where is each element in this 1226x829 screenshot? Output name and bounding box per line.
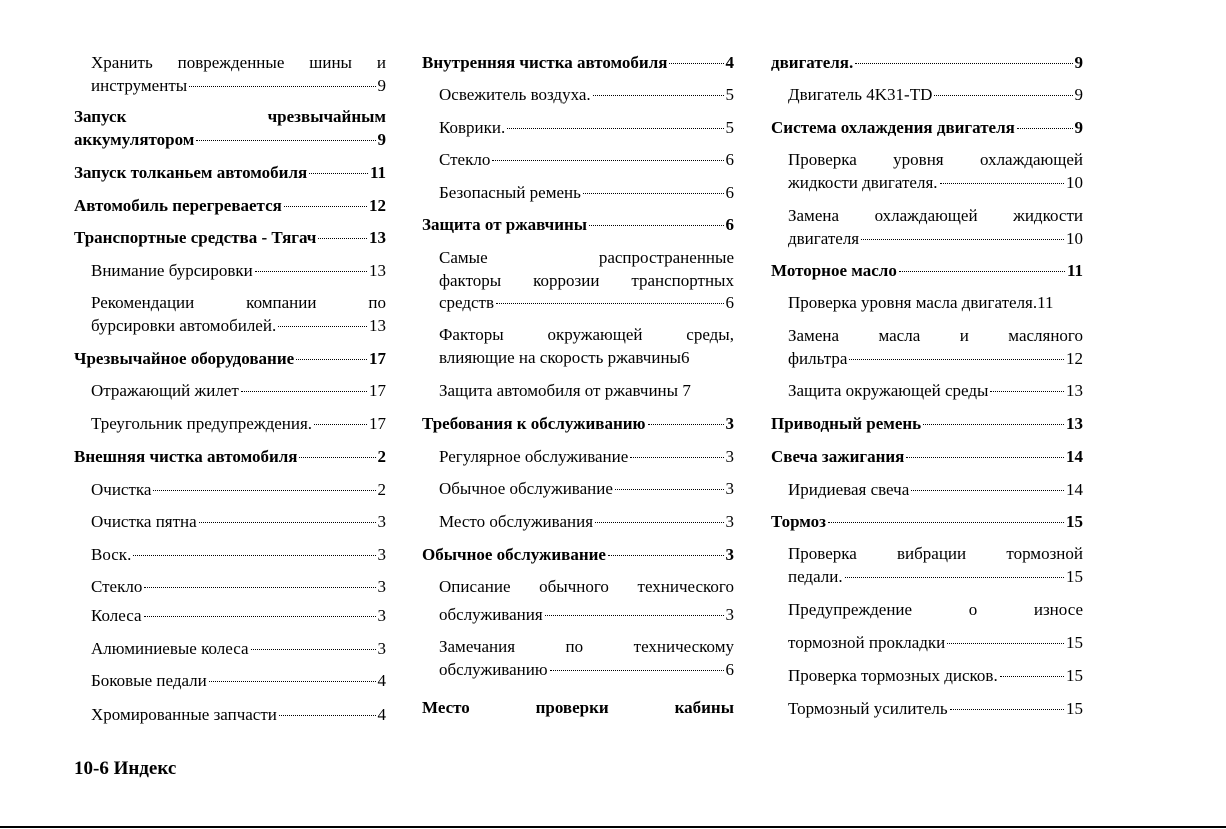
index-entry-line [439,511,734,534]
entry-title: Очистка пятна [91,512,197,531]
dot-leader [950,709,1064,710]
index-entry [439,478,734,501]
entry-title: средств [439,293,495,312]
index-heading [771,446,1083,469]
dot-leader [507,128,723,129]
index-entry [439,117,734,140]
page-number: 3 [725,414,734,433]
entry-title: обслуживания [439,605,543,624]
dot-leader [496,303,723,304]
index-entry [439,576,734,627]
dot-leader [615,489,724,490]
page-number: 3 [725,447,734,466]
page-number: 5 [725,118,734,137]
page-number: 3 [725,479,734,498]
index-entry-line: Место проверки кабины [422,698,734,717]
index-entry-line: Запуск чрезвычайным [74,107,386,126]
dot-leader [845,577,1064,578]
index-entry-line: Замена масла и масляного [788,326,1083,345]
entry-title: двигателя [788,228,860,248]
entry-title: Место обслуживания [439,512,594,531]
index-entry-line [422,214,734,237]
dot-leader [589,225,723,226]
page-number: 17 [369,349,386,368]
page-number: 15 [1066,633,1083,652]
index-entry-line [771,260,1083,283]
index-entry [788,205,1083,250]
index-heading [74,348,386,371]
entry-title: Иридиевая свеча [788,480,910,499]
index-entry-line [439,604,734,627]
index-entry [439,324,734,369]
index-entry [91,52,386,97]
index-entry-line [771,52,1083,75]
index-heading [422,214,734,237]
dot-leader [934,95,1072,96]
index-entry-line [91,413,386,436]
entry-title: обслуживанию [439,659,548,679]
page-number: 15 [1066,666,1083,685]
page-number: 10 [1066,172,1083,192]
page-number: 11 [1066,261,1083,280]
index-entry [439,380,734,403]
entry-title: тормозной прокладки [788,633,946,652]
entry-title: Защита от ржавчины [422,215,588,234]
index-entry [788,149,1083,194]
dot-leader [196,140,375,141]
page-number: 3 [377,639,386,658]
dot-leader [199,522,376,523]
dot-leader [923,424,1064,425]
page-number: 3 [725,605,734,624]
entry-title: Защита окружающей среды [788,381,989,400]
index-entry-line [788,632,1083,655]
dot-leader [899,271,1065,272]
entry-title: Запуск толканьем автомобиля [74,163,308,182]
index-heading [771,413,1083,436]
page-number: 3 [377,577,386,596]
entry-title: Освежитель воздуха. [439,85,591,104]
index-entry-line [422,413,734,436]
index-heading [771,117,1083,140]
index-entry-line: Проверка вибрации тормозной [788,544,1083,563]
dot-leader [911,490,1064,491]
page-number: 13 [1066,381,1083,400]
dot-leader [940,183,1064,184]
index-entry-line [422,52,734,75]
index-entry [439,182,734,205]
page-number: 11 [369,163,386,182]
entry-title: Боковые педали [91,671,207,690]
page-number: 13 [369,228,386,247]
page-number: 13 [1066,414,1083,433]
entry-title: Чрезвычайное оборудование [74,349,295,368]
page-number: 6 [725,293,734,312]
dot-leader [990,391,1064,392]
index-entry-line [74,195,386,218]
entry-title: Регулярное обслуживание [439,447,629,466]
page-number: 9 [1074,85,1083,104]
index-heading [74,106,386,151]
index-entry-line: Хранить поврежденные шины и [91,53,386,72]
index-entry-line: Предупреждение о износе [788,600,1083,619]
dot-leader [153,490,375,491]
dot-leader [296,359,367,360]
index-entry-line [771,117,1083,140]
index-entry [91,479,386,502]
entry-title: аккумулятором [74,129,195,149]
page-number: 3 [725,545,734,564]
index-heading [771,511,1083,534]
entry-title: Двигатель 4K31-TD [788,85,933,104]
entry-title: Стекло [439,150,491,169]
index-entry [788,599,1083,655]
entry-title: инструменты [91,75,188,95]
dot-leader [947,643,1064,644]
index-entry [439,511,734,534]
index-entry [788,479,1083,502]
index-entry-line [91,605,386,628]
page-number: 4 [377,705,386,724]
entry-title: Коврики. [439,118,506,137]
page-number: 12 [1066,348,1083,368]
index-entry-line [439,478,734,501]
index-entry-line [439,347,734,370]
index-entry-line [439,117,734,140]
index-entry-line: Рекомендации компании по [91,293,386,312]
entry-title: бурсировки автомобилей. [91,315,277,335]
index-entry [91,380,386,403]
index-entry-line [439,446,734,469]
dot-leader [608,555,724,556]
entry-title: Автомобиль перегревается [74,196,282,215]
dot-leader [189,86,375,87]
dot-leader [284,206,367,207]
index-entry-line: Описание обычного технического [439,577,734,596]
index-entry-line: Замечания по техническому [439,637,734,656]
page-number: 2 [377,447,386,466]
index-entry-line [422,544,734,567]
page-number: 17 [369,414,386,433]
page-number: 4 [725,53,734,72]
index-entry-line [74,227,386,250]
dot-leader [595,522,723,523]
dot-leader [255,271,367,272]
page-number: 3 [377,512,386,531]
entry-title: Колеса [91,606,142,625]
page-number: 12 [369,196,386,215]
dot-leader [583,193,724,194]
index-heading [422,413,734,436]
index-entry [91,638,386,661]
dot-leader [241,391,367,392]
entry-title: Внимание бурсировки [91,261,253,280]
dot-leader [828,522,1064,523]
page-number: 9 [377,75,386,95]
entry-title: Тормозный усилитель [788,699,948,718]
page-number: 6 [725,183,734,202]
dot-leader [133,555,375,556]
index-entry [91,260,386,283]
entry-title: Безопасный ремень [439,183,581,202]
dot-leader [144,616,376,617]
page-number: 13 [369,315,386,335]
index-heading [771,52,1083,75]
index-entry-line [91,380,386,403]
index-heading [422,52,734,75]
index-entry-line [91,75,386,98]
index-heading [74,446,386,469]
dot-leader [251,649,376,650]
entry-title: Обычное обслуживание [422,545,606,564]
index-entry-line [91,479,386,502]
index-entry-line: Проверка уровня охлаждающей [788,150,1083,169]
dot-leader [669,63,723,64]
index-entry-line [439,149,734,172]
page-number: 15 [1066,699,1083,718]
dot-leader [906,457,1064,458]
page-number: 3 [377,545,386,564]
index-entry-line [439,380,734,403]
entry-title: Стекло [91,577,143,596]
dot-leader [1017,128,1073,129]
index-heading [422,697,734,720]
entry-title: Защита автомобиля от ржавчины 7 [439,381,691,400]
index-entry [91,413,386,436]
index-entry-line [788,172,1083,195]
page-number: 14 [1066,447,1083,466]
index-entry [439,446,734,469]
index-entry-line [788,479,1083,502]
bottom-rule [0,826,1226,828]
page-number: 3 [725,512,734,531]
dot-leader [849,359,1064,360]
index-entry [91,670,386,693]
index-entry [91,704,386,727]
index-entry [91,605,386,628]
page-number: 6 [725,659,734,679]
index-entry-line [788,292,1083,315]
entry-title: двигателя. [771,53,854,72]
entry-title: Требования к обслуживанию [422,414,646,433]
index-heading [771,260,1083,283]
entry-title: Приводный ремень [771,414,922,433]
index-entry-line: Факторы окружающей среды, [439,325,734,344]
index-entry-line [91,511,386,534]
entry-title: Обычное обслуживание [439,479,613,498]
dot-leader [299,457,375,458]
index-entry-line [788,665,1083,688]
page-footer: 10-6 Индекс [74,758,177,779]
entry-title: Транспортные средства - Тягач [74,228,317,247]
index-entry-line [788,84,1083,107]
index-entry-line: Замена охлаждающей жидкости [788,206,1083,225]
dot-leader [318,238,367,239]
dot-leader [861,239,1064,240]
entry-title: Алюминиевые колеса [91,639,249,658]
page-number: 10 [1066,228,1083,248]
index-entry [439,247,734,315]
entry-title: Моторное масло [771,261,897,280]
index-entry-line [788,348,1083,371]
dot-leader [545,615,724,616]
index-entry-line [439,659,734,682]
entry-title: Проверка тормозных дисков. [788,666,998,685]
entry-title: Внутренняя чистка автомобиля [422,53,668,72]
index-heading [74,195,386,218]
dot-leader [630,457,723,458]
index-entry-line [788,228,1083,251]
page-number: 15 [1066,512,1083,531]
dot-leader [593,95,724,96]
index-entry-line [74,348,386,371]
dot-leader [1000,676,1064,677]
entry-title: Отражающий жилет [91,381,239,400]
entry-title: Система охлаждения двигателя [771,118,1015,137]
index-entry [788,292,1083,315]
index-entry-line [91,260,386,283]
index-entry [788,698,1083,721]
page-number: 5 [725,85,734,104]
index-entry-line [74,129,386,152]
dot-leader [309,173,368,174]
entry-title: Хромированные запчасти [91,705,277,724]
entry-title: Воск. [91,545,132,564]
entry-title: Свеча зажигания [771,447,905,466]
page-number: 15 [1066,566,1083,586]
dot-leader [314,424,367,425]
entry-title: Тормоз [771,512,826,531]
index-entry [439,149,734,172]
index-entry [788,84,1083,107]
page-number: 6 [725,215,734,234]
dot-leader [209,681,376,682]
page-number: 9 [377,129,386,149]
index-entry [439,84,734,107]
index-entry [788,380,1083,403]
index-heading [74,227,386,250]
index-entry [439,636,734,681]
dot-leader [855,63,1072,64]
entry-title: Треугольник предупреждения. [91,414,313,433]
index-entry-line [788,566,1083,589]
index-heading [74,162,386,185]
page-number: 2 [377,480,386,499]
page-number: 17 [369,381,386,400]
entry-title: Внешняя чистка автомобиля [74,447,298,466]
dot-leader [648,424,724,425]
page-number: 9 [1074,53,1083,72]
dot-leader [144,587,375,588]
dot-leader [492,160,723,161]
index-entry [91,576,386,599]
index-heading [422,544,734,567]
entry-title: педали. [788,566,843,586]
index-entry-line [74,446,386,469]
index-entry-line [91,704,386,727]
entry-title: жидкости двигателя. [788,172,938,192]
index-entry-line [91,544,386,567]
page-number: 14 [1066,480,1083,499]
index-entry-line [74,162,386,185]
page-number: 4 [377,671,386,690]
index-entry-line: Самые распространенные [439,248,734,267]
index-entry-line [91,638,386,661]
page-number: 9 [1074,118,1083,137]
entry-title: фильтра [788,348,848,368]
page-number: 3 [377,606,386,625]
index-entry-line: факторы коррозии транспортных [439,270,734,290]
index-entry-line [91,670,386,693]
dot-leader [279,715,376,716]
index-entry-line [439,84,734,107]
index-entry [788,325,1083,370]
index-entry [91,292,386,337]
entry-title: Очистка [91,480,152,499]
dot-leader [278,326,367,327]
index-entry [788,665,1083,688]
index-entry-line [788,698,1083,721]
index-entry-line [439,292,734,315]
index-entry-line [91,315,386,338]
index-entry-line [439,182,734,205]
page-number: 6 [725,150,734,169]
index-entry-line [771,446,1083,469]
entry-title: влияющие на скорость ржавчины6 [439,347,690,367]
index-entry-line [771,413,1083,436]
index-entry-line [771,511,1083,534]
index-entry-line [788,380,1083,403]
dot-leader [550,670,724,671]
index-entry-line [91,576,386,599]
page-number: 13 [369,261,386,280]
index-entry [91,511,386,534]
index-entry [91,544,386,567]
entry-title: Проверка уровня масла двигателя.11 [788,293,1054,312]
index-entry [788,543,1083,588]
